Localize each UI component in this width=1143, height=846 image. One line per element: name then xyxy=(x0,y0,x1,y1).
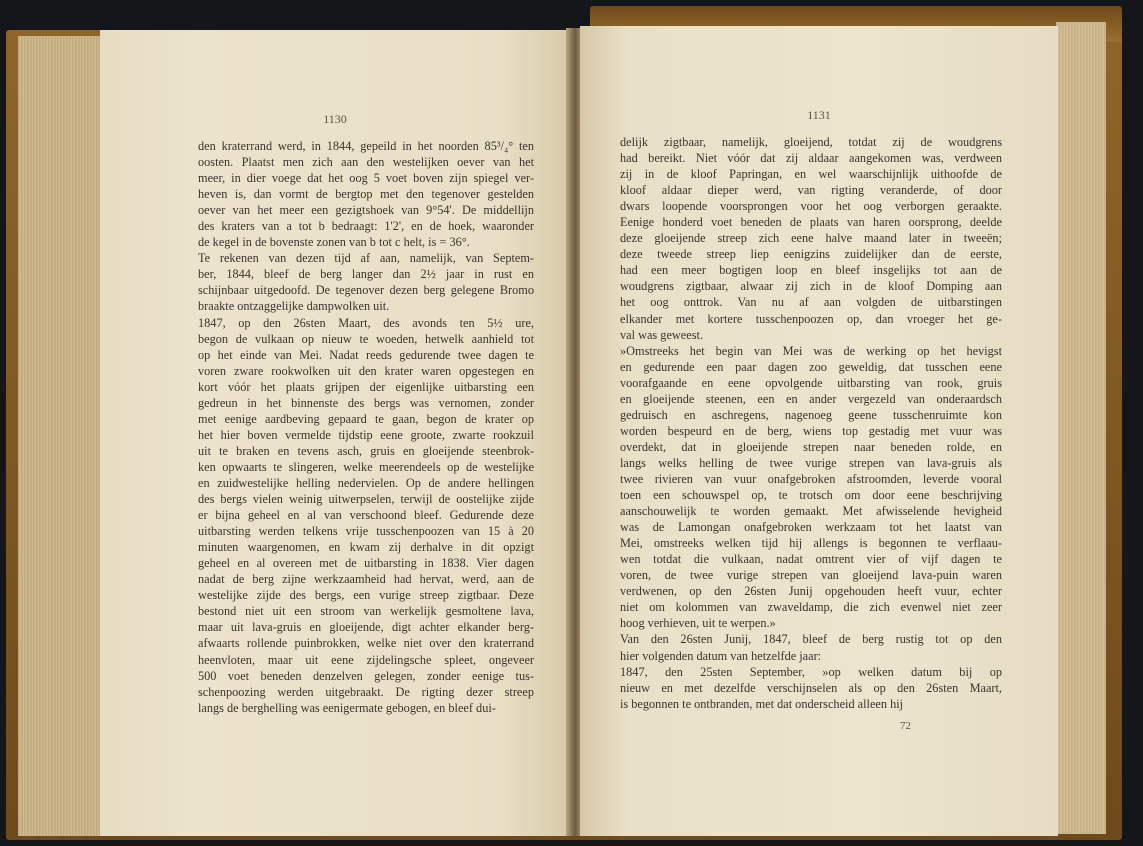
text-line: geheel en al overeen met de uitbarsting in 1838. Vier dagen xyxy=(198,556,534,571)
text-line: en zuidwestelijke helling nedervielen. Op de andere hellingen xyxy=(198,475,534,490)
text-line: meer, in dier voege dat het oog 5 voet boven zijn spiegel ver- xyxy=(198,171,534,186)
text-line: verdwenen, op den 26sten Junij opgehouden heeft vuur, echter xyxy=(620,584,1002,599)
text-line: delijk zigtbaar, namelijk, gloeijend, totdat zij de woudgrens xyxy=(620,135,1002,149)
text-line: 500 voet beneden denzelven gelegen, zonder eenige tus- xyxy=(198,668,534,683)
text-line: schijnbaar uitgedoofd. De tegenover dezen berg gelegene Bromo xyxy=(198,283,534,298)
text-line: des kraters van a tot b bedraagt: 1'2', en de hoek, waaronder xyxy=(198,219,534,234)
text-line: bestond niet uit een stroom van werkelijk gesmoltene lava, xyxy=(198,604,534,619)
text-line: Te rekenen van dezen tijd af aan, namelijk, van Septem- xyxy=(198,251,534,266)
text-line: langs welks helling de twee vurige strepen van lava-gruis als xyxy=(620,455,1002,470)
text-line: nieuw en met dezelfde verschijnselen als op den 26sten Maart, xyxy=(620,680,1002,695)
text-line: het hier boven vermelde tijdstip eene groote, zwarte rookzuil xyxy=(198,427,534,442)
text-line: voren zware rookwolken uit den krater waren opgestegen en xyxy=(198,363,534,378)
text-line: overdekt, dat in gloeijende strepen naar beneden rolde, en xyxy=(620,439,1002,454)
right-page-edges xyxy=(1056,22,1106,834)
text-line: woudgrens zigtbaar, alwaar zij zich in de kloof Domping aan xyxy=(620,279,1002,294)
text-line: hoog verhieven, uit te werpen.» xyxy=(620,616,776,631)
text-line: er bijna geheel en al van verschoond bleef. Gedurende deze xyxy=(198,508,534,523)
text-line: langs de berghelling was eenigermate gebogen, en bleef dui- xyxy=(198,700,496,715)
text-line: schenpoozing werden uitgebraakt. De rigting dezer streep xyxy=(198,684,534,699)
text-line: had bereikt. Niet vóór dat zij aldaar aangekomen was, verdween xyxy=(620,151,1002,166)
text-line: braakte ontzaggelijke dampwolken uit. xyxy=(198,299,390,314)
text-line: westelijke zijde des bergs, een vurige streep zigtbaar. Deze xyxy=(198,588,534,603)
text-line: oever van het meer een gezigtshoek van 9°54'. De middellijn xyxy=(198,203,534,218)
left-page-text xyxy=(198,138,534,716)
text-line: ken opwaarts te slingeren, welke meerendeels op de westelijke xyxy=(198,459,534,474)
text-line: uitbarsting werden telkens vrije tusschenpoozen van 15 à 20 xyxy=(198,524,534,539)
text-line: Mei, omstreeks welken tijd hij allengs is begonnen te verflaau- xyxy=(620,536,1002,551)
text-line: »Omstreeks het begin van Mei was de werking op het hevigst xyxy=(620,343,1002,358)
text-line: deze gloeijende streep zich eene halve maand later in tweeën; xyxy=(620,231,1002,246)
text-line: Eenige honderd voet beneden de plaats van haren oorsprong, deelde xyxy=(620,215,1002,230)
text-line: dwars loopende voorsprongen voor het oog verborgen geraakte. xyxy=(620,199,1002,214)
text-line: hier volgenden datum van hetzelfde jaar: xyxy=(620,648,822,663)
text-line: minuten waargenomen, en kwam zij derhalve in dit opzigt xyxy=(198,540,534,555)
text-line: deze tweede streep liep eenigzins zuidelijker dan de eerste, xyxy=(620,247,1002,262)
text-line: had een meer bogtigen loop en bleef insgelijks tot aan de xyxy=(620,263,1002,278)
text-line: voorafgaande en eene opvolgende uitbarsting van rook, gruis xyxy=(620,375,1002,390)
text-line: begon de vulkaan op nieuw te woeden, hetwelk aanhield tot xyxy=(198,331,534,346)
text-line: is begonnen te ontbranden, met dat onderscheid alleen hij xyxy=(620,696,904,711)
left-page-edges xyxy=(18,36,102,836)
text-line: voren, de twee vurige strepen van gloeijend lava-puin waren xyxy=(620,568,1002,583)
text-line: en gedurende een paar dagen zoo geweldig, dat tusschen eene xyxy=(620,359,1002,374)
text-line: niet om kolommen van zwaveldamp, die zich evenwel niet zeer xyxy=(620,600,1002,615)
text-line: elkander met kortere tusschenpoozen op, dan vroeger het ge- xyxy=(620,311,1002,326)
right-page-number: 1131 xyxy=(807,108,831,122)
text-line: was de Lamongan onafgebroken werkzaam tot het laatst van xyxy=(620,520,1002,535)
text-line: twee rivieren van vuur onafgebroken afstroomden, leverde vooral xyxy=(620,471,1002,486)
text-line: 1847, op den 26sten Maart, des avonds ten 5½ ure, xyxy=(198,315,534,330)
text-line: den kraterrand werd, in 1844, gepeild in het noorden 85³/₄° ten xyxy=(198,139,534,153)
text-line: nadat de berg zijne werkzaamheid had hervat, werd, aan de xyxy=(198,572,534,587)
right-page xyxy=(580,26,1058,836)
text-line: des bergs vielen weinig uitwerpselen, terwijl de oostelijke zijde xyxy=(198,492,534,507)
text-line: ber, 1844, bleef de berg langer dan 2½ jaar in rust en xyxy=(198,267,534,282)
text-line: afwaarts rollende puinbrokken, welke niet over den kraterrand xyxy=(198,636,534,651)
text-line: oosten. Plaatst men zich aan den westelijken oever van het xyxy=(198,155,534,170)
text-line: uit te braken en tevens asch, gruis en gloeijende steenbrok- xyxy=(198,443,534,458)
text-line: toen een schouwspel op, te trotsch om door eene beschrijving xyxy=(620,488,1002,503)
text-line: heven is, dan vormt de bergtop met den tegenover gestelden xyxy=(198,187,534,202)
text-line: op het einde van Mei. Nadat reeds gedurende twee dagen te xyxy=(198,347,534,362)
text-line: maar uit lava-gruis en gloeijende, digt achter elkander berg- xyxy=(198,620,534,635)
signature-mark: 72 xyxy=(900,720,911,732)
text-line: met eenige aardbeving gepaard te gaan, begon de krater op xyxy=(198,411,534,426)
text-line: worden bespeurd en de berg, wiens top gestadig met vuur was xyxy=(620,423,1002,438)
text-line: heenvloten, maar uit eene zijdelingsche spleet, ongeveer xyxy=(198,652,534,667)
left-page-number: 1130 xyxy=(323,112,347,126)
text-line: het oog onttrok. Van nu af aan volgden de uitbarstingen xyxy=(620,295,1002,310)
text-line: Van den 26sten Junij, 1847, bleef de berg rustig tot op den xyxy=(620,632,1002,647)
text-line: gedreun in het binnenste des bergs was vernomen, zonder xyxy=(198,395,534,410)
text-line: kort vóór het plaats grijpen der eigenlijke uitbarsting een xyxy=(198,379,534,394)
left-page xyxy=(100,30,570,836)
text-line: de kegel in de bovenste zonen van b tot c helt, is = 36°. xyxy=(198,235,470,250)
text-line: zij in de kloof Papringan, en wel waarschijnlijk uithoofde de xyxy=(620,167,1002,182)
text-line: en gloeijende steenen, een en ander vergezeld van onderaardsch xyxy=(620,391,1002,406)
text-line: val was geweest. xyxy=(620,327,703,342)
right-page-text xyxy=(620,134,1002,712)
text-line: 1847, den 25sten September, »op welken datum bij op xyxy=(620,664,1002,679)
text-line: wen totdat die vulkaan, nadat omtrent vier of vijf dagen te xyxy=(620,552,1002,567)
text-line: aanschouwelijk te worden gemaakt. Met afwisselende hevigheid xyxy=(620,504,1002,519)
text-line: kloof aldaar dieper werd, van rigting veranderde, of door xyxy=(620,183,1002,198)
text-line: gedruisch en aschregens, nagenoeg geene tusschenruimte kon xyxy=(620,407,1002,422)
